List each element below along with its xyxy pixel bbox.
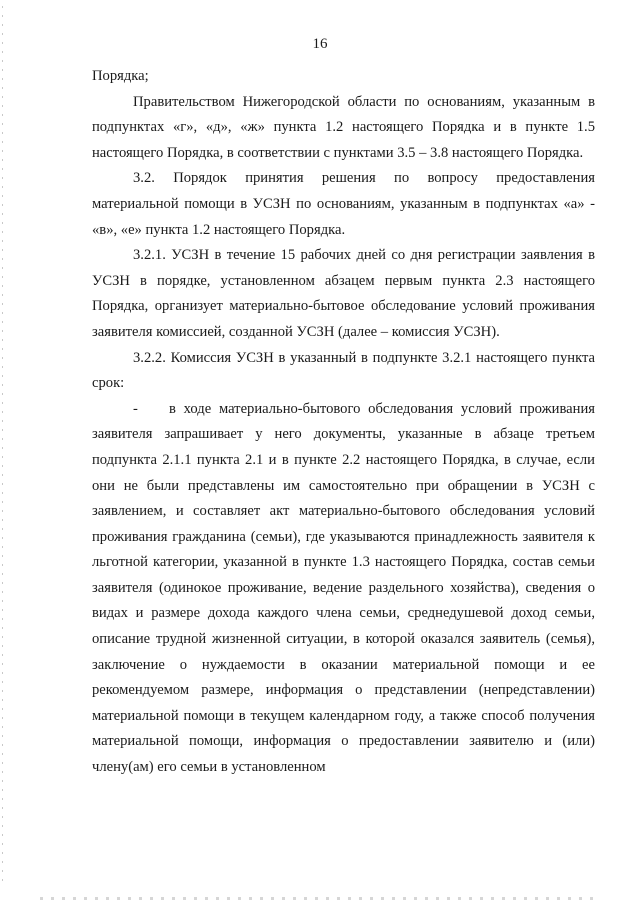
list-dash: - [133,400,138,417]
paragraph-3-2-1: 3.2.1. УСЗН в течение 15 рабочих дней со дня регистрации заявления в УСЗН в порядке, установленном абзацем первым пункта 2.3 настоящего Порядка, организует материально-бытовое обследование условий проживания заявителя комиссией, созданной УСЗН (далее – комиссия УСЗН). [92,247,595,340]
page-number: 16 [312,36,328,52]
list-item-text: в ходе материально-бытового обследования условий проживания заявителя запрашивает у него документы, указанные в абзаце третьем подпункта 2.1.1 пункта 2.1 и в пункте 2.2 настоящего Порядка, в случае, если они не были представлены им самостоятельно при обращении в УСЗН с заявлением, и составляет акт материально-бытового обследования условий проживания гражданина (семьи), где указываются принадлежность заявителя к льготной категории, указанной в пункте 1.3 настоящего Порядка, состав семьи заявителя (одинокое проживание, ведение раздельного хозяйства), сведения о видах и размере дохода каждого члена семьи, среднедушевой доход семьи, описание трудной жизненной ситуации, в которой оказался заявитель (семья), заключение о нуждаемости в оказании материальной помощи и ее рекомендуемом размере, информация о представлении (непредставлении) материальной помощи в текущем календарном году, а также способ получения материальной помощи, информация о предоставлении заявителю и (или) члену(ам) его семьи в установленном [92,400,595,776]
paragraph-government: Правительством Нижегородской области по основаниям, указанным в подпунктах «г», «д», «ж» пункта 1.2 настоящего Порядка и в пункте 1.5 настоящего Порядка, в соответствии с пунктами 3.5 – 3.8 настоящего Порядка. [92,93,595,161]
paragraph-3-2-2: 3.2.2. Комиссия УСЗН в указанный в подпункте 3.2.1 настоящего пункта срок: [92,349,595,392]
scan-bottom-artifact [40,897,600,900]
paragraph-3-2: 3.2. Порядок принятия решения по вопросу предоставления материальной помощи в УСЗН по основаниям, указанным в подпунктах «а» - «в», «е» пункта 1.2 настоящего Порядка. [92,170,595,238]
document-body [92,64,595,781]
scan-edge-artifact [2,6,3,886]
list-item [92,397,595,781]
paragraph-continuation: Порядка; [92,68,149,84]
